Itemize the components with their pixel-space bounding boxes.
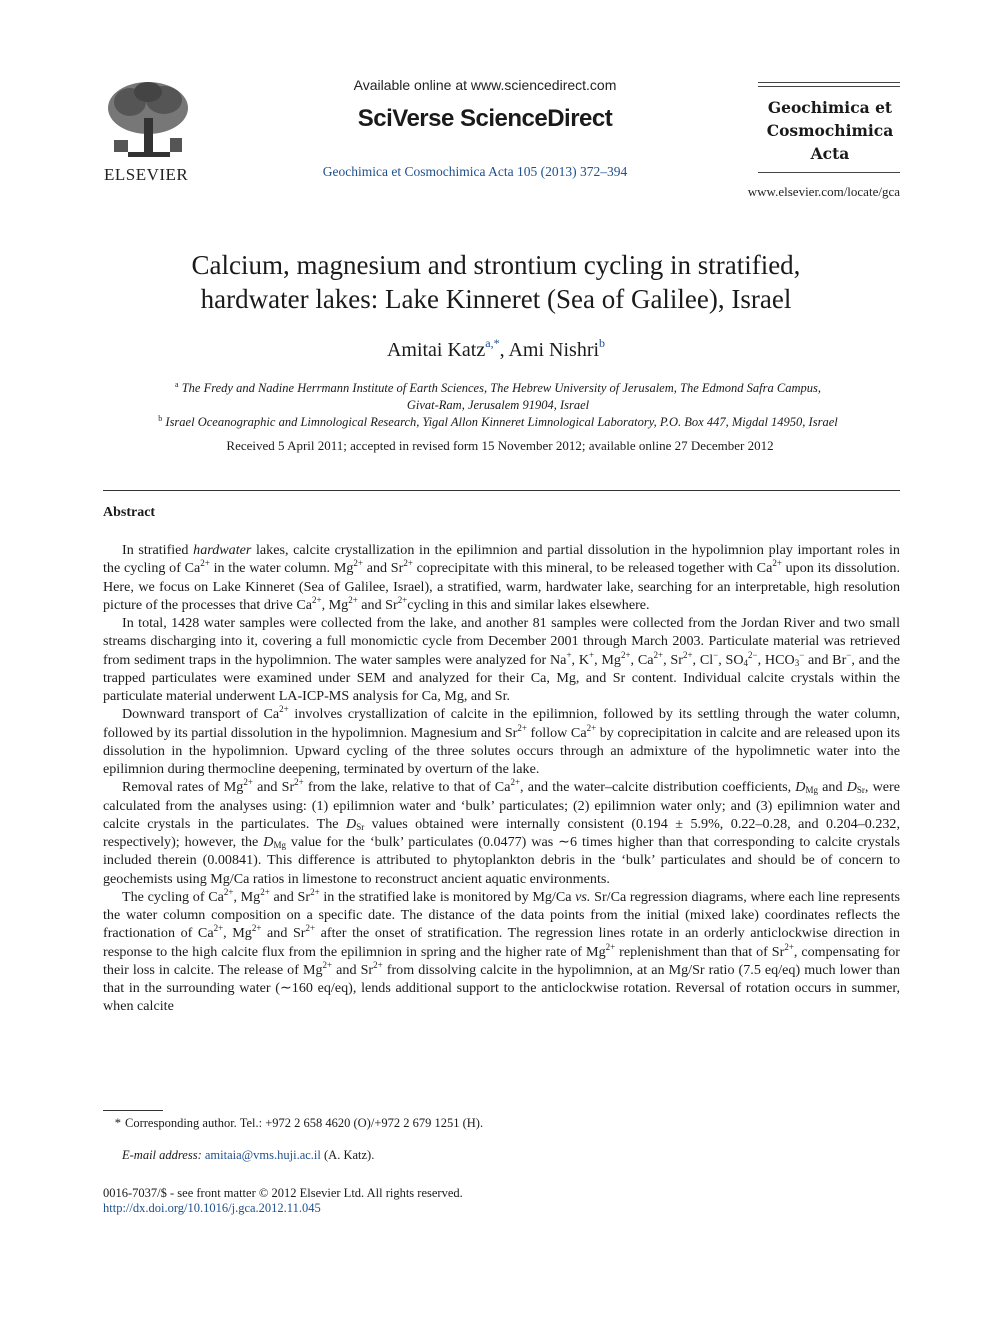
author-name: Amitai Katz xyxy=(386,339,486,361)
abstract-paragraph: Downward transport of $Ca^{2+}$ involves crystallization of calcite in the epilimnion, followed by its settling through the water column, followed by its partial dissolution in the hypolimnion. Magnesium and $Sr^{2+}$ follow $Ca^{2+}$ by coprecipitation in calcite and are released upon its dissolution in the hypolimnion. Upward cycling of the three solutes occurs through an admixture of the hypolimnetic water into the epilimnion during thermocline deepening, terminated by overturn of the lake. xyxy=(103,704,900,777)
copyright-notice: 0016-7037/$ - see front matter © 2012 Elsevier Ltd. All rights reserved. xyxy=(103,1186,463,1200)
abstract-heading: Abstract xyxy=(103,505,156,520)
author-affiliation-marker[interactable]: a,* xyxy=(485,336,500,350)
available-online: Available online at www.sciencedirect.com xyxy=(353,77,617,93)
publisher-wordmark: ELSEVIER xyxy=(104,165,189,184)
affiliation-b: $^b$ Israel Oceanographic and Limnological Research, Yigal Allon Kinneret Limnological Laboratory, P.O. Box 447, Migdal 14950, Israel xyxy=(158,414,838,429)
doi-link[interactable]: http://dx.doi.org/10.1016/j.gca.2012.11.045 xyxy=(103,1201,321,1215)
abstract-paragraph: In total, 1428 water samples were collected from the lake, and another 81 samples were collected from the Jordan River and two small streams discharging into it, covering a full monomictic cycle from December 2001 through March 2003. Particulate material was retrieved from sediment traps in the hypolimnion. The water samples were analyzed for Na+, K+, $Mg^{2+}$, $Ca^{2+}$, $Sr^{2+}$, Cl−, $SO_4^{2-}$, $HCO_3^-$ and Br−, and the trapped particulates were examined under SEM and analyzed for their Ca, Mg, and Sr content. Individual calcite crystals within the particulate material underwent LA-ICP-MS analysis for Ca, Mg, and Sr. xyxy=(103,615,900,704)
footnote-rule xyxy=(103,1110,163,1111)
journal-rule-bottom xyxy=(758,172,900,173)
journal-title: Geochimica et Cosmochimica Acta xyxy=(766,98,894,163)
email-note: E-mail address: amitaia@vms.huji.ac.il (A. Katz). xyxy=(122,1148,375,1162)
abstract-paragraph: The cycling of $Ca^{2+}$, $Mg^{2+}$ and $Sr^{2+}$ in the stratified lake is monitored by Mg/Ca vs. Sr/Ca regression diagrams, where each line represents the water column composition on a specific date. The distance of the data points from the initial (mixed lake) coordinates reflects the fractionation of $Ca^{2+}$, $Mg^{2+}$ and $Sr^{2+}$ after the onset of stratification. The regression lines rotate in an orderly anticlockwise direction in response to the high calcite flux from the epilimnion in spring and the higher rate of $Mg^{2+}$ replenishment than that of $Sr^{2+}$, compensating for their loss in calcite. The release of $Mg^{2+}$ and $Sr^{2+}$ from dissolving calcite in the hypolimnion, at an Mg/Sr ratio (7.5 eq/eq) much lower than that in the surrounding water (∼160 eq/eq), lends additional support to the anticlockwise rotation. Reversal of rotation occurs in summer, when calcite xyxy=(103,886,900,1015)
journal-rule-top-2 xyxy=(758,86,900,87)
abstract-paragraph: In stratified hardwater lakes, calcite crystallization in the epilimnion and partial dissolution in the hypolimnion play important roles in the cycling of $Ca^{2+}$ in the water column. $Mg^{2+}$ and $Sr^{2+}$ coprecipitate with this mineral, to be released together with $Ca^{2+}$ upon its dissolution. Here, we focus on Lake Kinneret (Sea of Galilee, Israel), a stratified, warm, hardwater lake, searching for an interpretable, high resolution picture of the processes that drive $Ca^{2+}$, $Mg^{2+}$ and $Sr^{2+}cycling$ in this and similar lakes elsewhere. xyxy=(103,542,900,613)
author-affiliation-marker[interactable]: b xyxy=(599,336,606,350)
affiliation-a: $^a$ The Fredy and Nadine Herrmann Institute of Earth Sciences, The Hebrew University of Jerusalem, The Edmond Safra Campus, Givat-Ram, Jerusalem 91904, Israel xyxy=(175,380,821,412)
abstract-body xyxy=(103,541,900,1016)
abstract-paragraph: Removal rates of $Mg^{2+}$ and $Sr^{2+}$ from the lake, relative to that of $Ca^{2+}$, and the water–calcite distribution coefficients, $D_{Mg}$ and $D_{Sr}$, were calculated from the analyses using: (1) epilimnion water and ‘bulk’ particulates; (2) epilimnion water only; and (3) epilimnion water and calcite crystals in the particulates. The $D_{Sr}$ values obtained were internally consistent (0.194 ± 5.9%, 0.22–0.28, and 0.204–0.232, respectively); however, the $D_{Mg}$ value for the ‘bulk’ particulates (0.0477) was ∼6 times higher than that corresponding to calcite crystals included therein (0.00841). This difference is attributed to phytoplankton debris in the ‘bulk’ particulates and should be of concern to geochemists using Mg/Ca ratios in limestone to reconstruct ancient aquatic environments. xyxy=(103,777,901,887)
journal-citation-link[interactable]: Geochimica et Cosmochimica Acta 105 (2013) 372–394 xyxy=(322,164,628,179)
journal-url[interactable]: www.elsevier.com/locate/gca xyxy=(747,184,900,199)
corresponding-author-note: * Corresponding author. Tel.: +972 2 658 4620 (O)/+972 2 679 1251 (H). xyxy=(114,1116,484,1130)
article-title: Calcium, magnesium and strontium cycling in stratified, hardwater lakes: Lake Kinneret (Sea of Galilee), Israel xyxy=(191,250,801,314)
author-name: Ami Nishri xyxy=(508,339,600,361)
author-list: Amitai Katz$^{a,*}$, Ami Nishri$^b$ xyxy=(386,336,606,361)
article-history: Received 5 April 2011; accepted in revised form 15 November 2012; available online 27 December 2012 xyxy=(226,438,774,453)
journal-rule-top xyxy=(758,82,900,83)
tree-icon xyxy=(100,78,196,164)
email-link[interactable]: amitaia@vms.huji.ac.il xyxy=(204,1148,321,1162)
sciencedirect-brand: SciVerse ScienceDirect xyxy=(357,105,613,132)
section-divider xyxy=(103,490,900,491)
